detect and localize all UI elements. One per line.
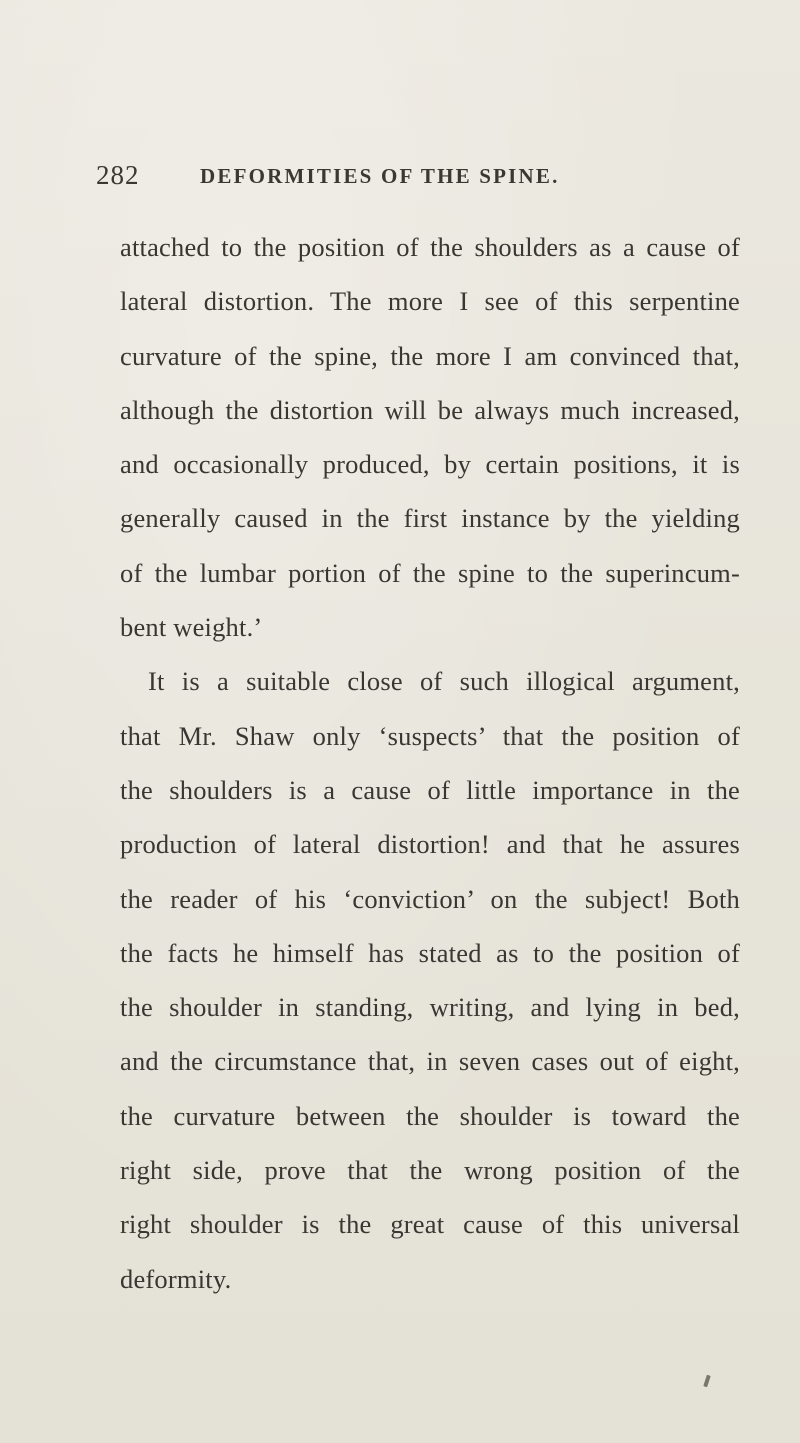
text-line: production of lateral distortion! and that he assures	[120, 829, 740, 860]
text-line: the facts he himself has stated as to the position of	[120, 937, 740, 968]
text-line: and occasionally produced, by certain positions, it is	[120, 449, 740, 480]
text-line: that Mr. Shaw only ‘suspects’ that the position of	[120, 720, 740, 751]
text-line: deformity.	[120, 1263, 232, 1294]
text-line: bent weight.’	[120, 612, 263, 643]
text-line: curvature of the spine, the more I am convinced that,	[120, 340, 740, 371]
text-line: right side, prove that the wrong position of the	[120, 1155, 740, 1186]
text-line: and the circumstance that, in seven cases out of eight,	[120, 1046, 740, 1077]
text-line: attached to the position of the shoulders as a cause of	[120, 232, 740, 262]
text-line: the reader of his ‘conviction’ on the subject! Both	[120, 883, 740, 914]
running-title: DEFORMITIES OF THE SPINE.	[200, 164, 560, 188]
text-line: It is a suitable close of such illogical argument,	[148, 666, 740, 697]
text-line: lateral distortion. The more I see of this serpentine	[120, 286, 740, 317]
page-header	[0, 160, 800, 200]
text-line: right shoulder is the great cause of this universal	[120, 1209, 740, 1240]
body-text	[120, 220, 740, 1306]
text-line: although the distortion will be always much increased,	[120, 394, 740, 425]
page-number: 282	[96, 160, 140, 190]
text-line: the shoulder in standing, writing, and lying in bed,	[120, 992, 740, 1023]
text-line: generally caused in the first instance by the yielding	[120, 503, 740, 534]
text-line: the curvature between the shoulder is toward the	[120, 1100, 740, 1131]
ink-speck	[703, 1375, 711, 1388]
text-line: of the lumbar portion of the spine to the superincum-	[120, 557, 740, 588]
text-line: the shoulders is a cause of little importance in the	[120, 774, 740, 805]
